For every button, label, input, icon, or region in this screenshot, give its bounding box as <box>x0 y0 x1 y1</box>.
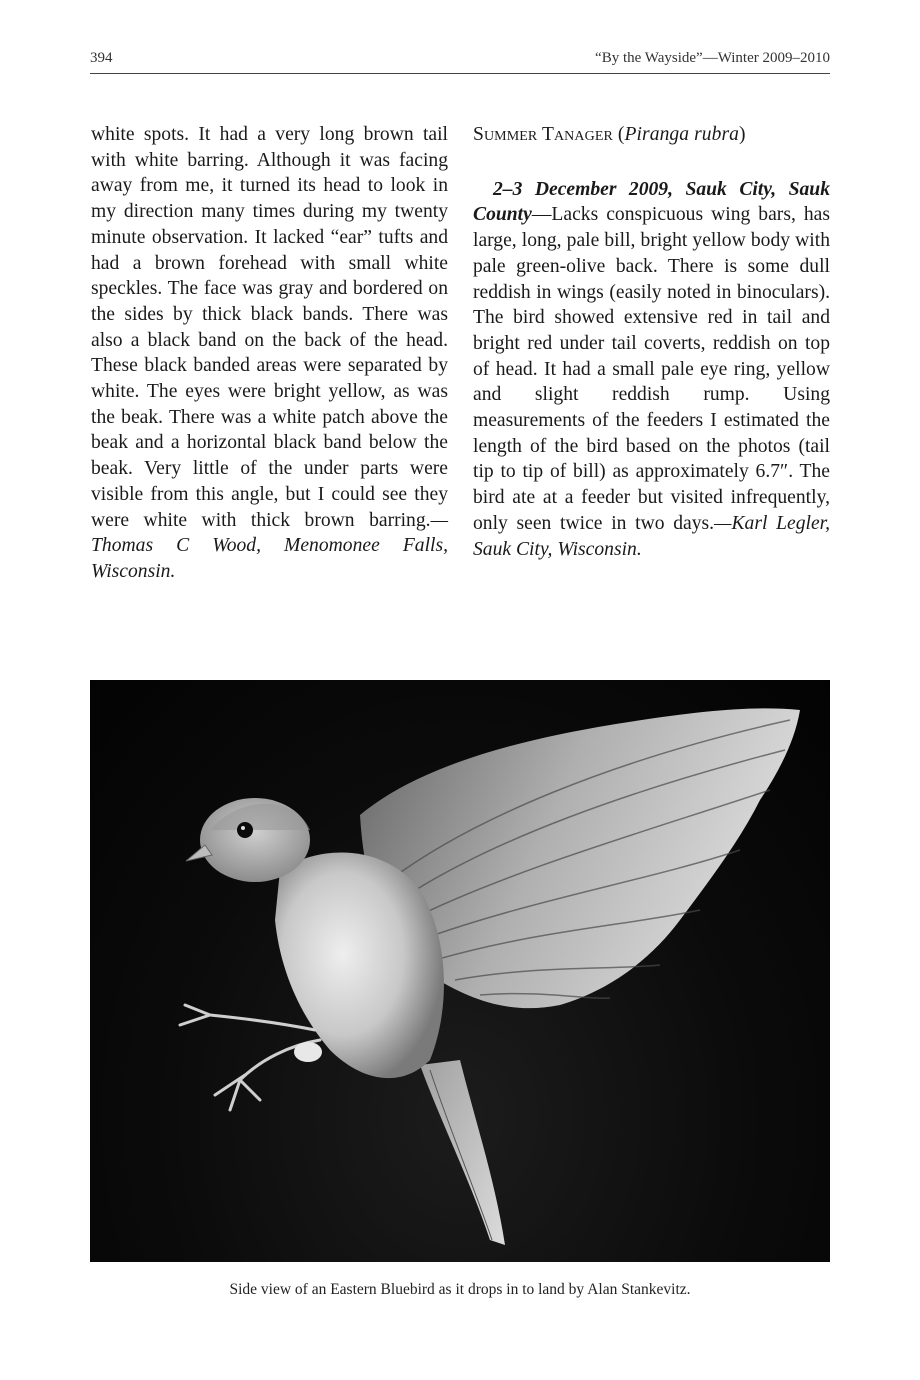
bluebird-illustration <box>90 680 830 1262</box>
right-column-paragraph <box>473 177 830 563</box>
date-location: 2–3 December 2009, Sauk City, Sauk County <box>473 178 830 226</box>
left-column-paragraph <box>91 122 448 585</box>
page-number: 394 <box>90 50 113 66</box>
bluebird-photo <box>90 680 830 1262</box>
page-header <box>90 50 830 70</box>
right-body-text: —Lacks conspicuous wing bars, has large, long, pale bill, bright yellow body with pale green-olive back. There is some dull reddish in wings (easily noted in binoculars). The bird showed extensive red in tail and bright red under tail coverts, reddish on top of head. It had a small pale eye ring, yellow and slight reddish rump. Using measurements of the feeders I estimated the length of the bird based on the photos (tail tip to tip of bill) as approximately 6.7″. The bird ate at a feeder but visited infrequently, only seen twice in two days. <box>473 204 830 534</box>
left-column <box>91 122 448 585</box>
header-rule <box>90 73 830 74</box>
right-attribution: —Karl Legler, Sauk City, Wisconsin. <box>473 512 830 560</box>
species-common-name: Summer Tanager <box>473 124 613 145</box>
left-attribution: —Thomas C Wood, Menomonee Falls, Wisconsin. <box>91 509 448 582</box>
tail <box>420 1060 505 1245</box>
eye <box>237 822 253 838</box>
species-latin-name: Piranga rubra <box>624 124 740 145</box>
right-column <box>473 122 830 562</box>
species-heading: Summer Tanager (Piranga rubra) <box>473 124 746 145</box>
figure-caption: Side view of an Eastern Bluebird as it drops in to land by Alan Stankevitz. <box>229 1281 691 1298</box>
left-body-text: white spots. It had a very long brown tail with white barring. Although it was facing away from me, it turned its head to look in my direction many times during my twenty minute observation. It lacked “ear” tufts and had a brown forehead with small white speckles. The face was gray and bordered on the sides by thick black bands. There was also a black band on the back of the head. These black banded areas were separated by white. The eyes were bright yellow, as was the beak. There was a white patch above the beak and a horizontal black band below the beak. Very little of the under parts were visible from this angle, but I could see they were white with thick brown barring. <box>91 124 448 531</box>
running-title: “By the Wayside”—Winter 2009–2010 <box>595 50 830 66</box>
